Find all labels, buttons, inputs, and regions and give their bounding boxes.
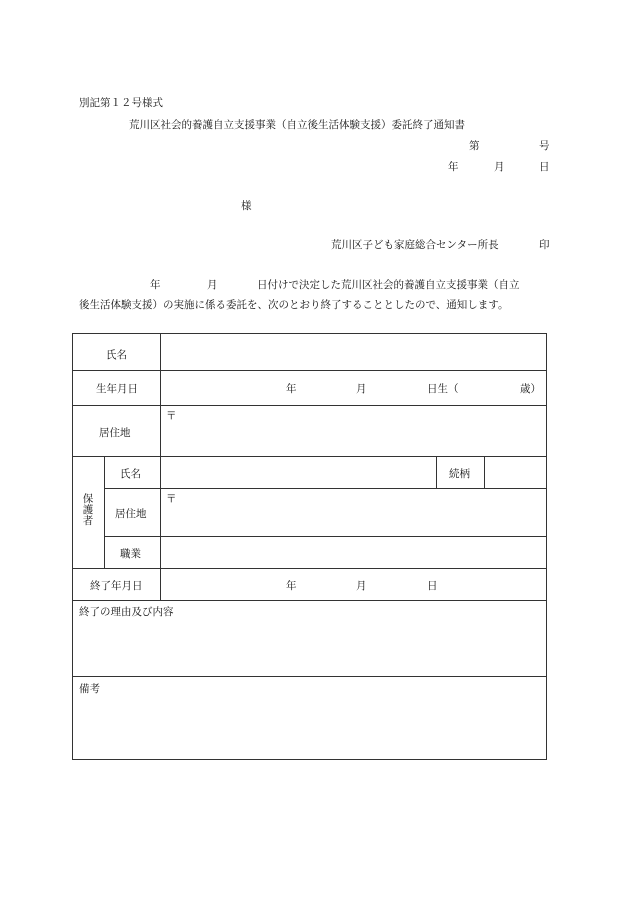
body-year: 年: [150, 279, 161, 291]
name-label: 氏名: [106, 349, 127, 361]
birthdate-year: 年: [286, 383, 297, 395]
guardian-postal-mark: 〒: [166, 493, 177, 505]
issue-date-year: 年: [448, 161, 459, 173]
row-divider: [73, 370, 547, 371]
birthdate-label: 生年月日: [96, 383, 138, 395]
end-date-day: 日: [427, 580, 438, 592]
row-divider: [73, 568, 547, 569]
label-column-divider: [160, 334, 161, 600]
body-line1-rest: 日付けで決定した荒川区社会的養護自立支援事業（自立: [257, 279, 520, 291]
issue-date-month: 月: [494, 161, 505, 173]
guardian-group-divider: [104, 456, 105, 568]
relationship-divider: [436, 456, 437, 488]
sender-seal: 印: [539, 239, 550, 251]
end-date-year: 年: [286, 580, 297, 592]
row-divider: [104, 536, 547, 537]
row-divider: [73, 600, 547, 601]
row-divider: [73, 456, 547, 457]
guardian-label: 保護者: [82, 493, 94, 527]
row-divider: [73, 405, 547, 406]
end-date-label: 終了年月日: [90, 580, 143, 592]
reason-label: 終了の理由及び内容: [79, 606, 174, 618]
notice-form-table: [72, 333, 547, 760]
body-line2: 後生活体験支援）の実施に係る委託を、次のとおり終了することとしたので、通知します。: [79, 299, 509, 311]
document-number-prefix: 第: [469, 140, 480, 152]
birthdate-day: 日生（: [427, 383, 459, 395]
addressee-suffix: 様: [241, 200, 252, 212]
end-date-month: 月: [356, 580, 367, 592]
issue-date-day: 日: [539, 161, 550, 173]
document-title: 荒川区社会的養護自立支援事業（自立後生活体験支援）委託終了通知書: [129, 119, 465, 131]
occupation-label: 職業: [120, 548, 141, 560]
relationship-label: 続柄: [449, 468, 470, 480]
relationship-value-divider: [484, 456, 485, 488]
sender-name: 荒川区子ども家庭総合センター所長: [331, 239, 499, 251]
birthdate-age: 歳）: [520, 383, 541, 395]
document-number-suffix: 号: [539, 140, 550, 152]
row-divider: [104, 488, 547, 489]
remarks-label: 備考: [79, 683, 100, 695]
row-divider: [73, 676, 547, 677]
guardian-name-label: 氏名: [120, 468, 141, 480]
name-field[interactable]: [161, 335, 546, 369]
address-label: 居住地: [99, 427, 131, 439]
form-number: 別記第１２号様式: [79, 97, 163, 109]
body-month: 月: [207, 279, 218, 291]
birthdate-month: 月: [356, 383, 367, 395]
guardian-address-label: 居住地: [115, 508, 147, 520]
postal-mark: 〒: [166, 410, 177, 422]
